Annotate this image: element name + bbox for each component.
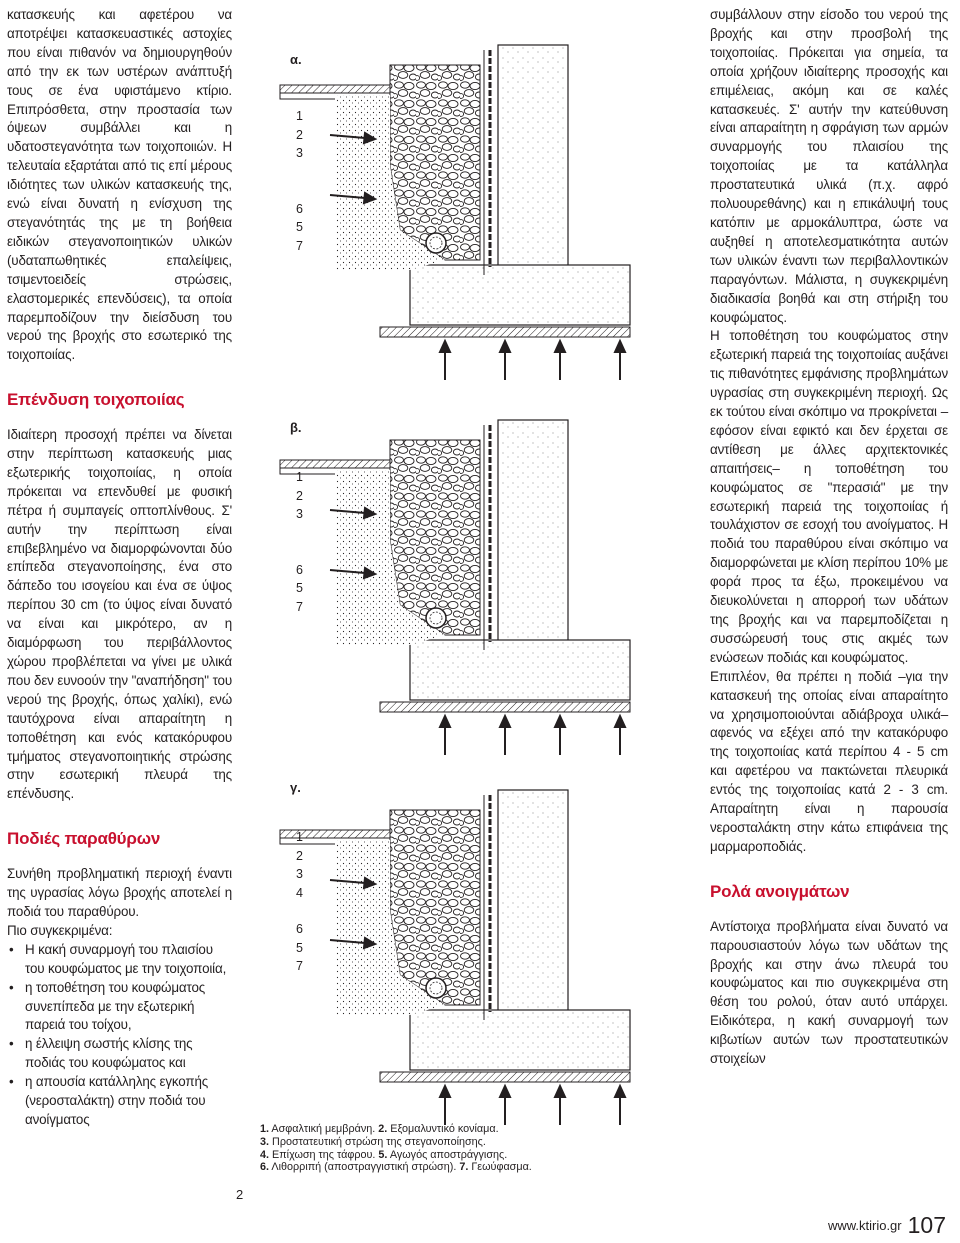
site-url[interactable]: www.ktirio.gr: [827, 1218, 902, 1233]
panel-b-drawing: [280, 420, 630, 755]
figure-page-number: 2: [236, 1187, 244, 1202]
right-paragraph-3: Επιπλέον, θα πρέπει η ποδιά –για την κατασκευή της οποίας είναι απαραίτητο να χρησιμοποιούνται αδιάβροχα υλικά– αφενός να εξέχει από την κατακόρυφο της τοιχοποιίας κατά περίπου 4 - 5 cm και αφετέρου να πακτώνεται πλευρικά εντός της τοιχοποιίας κατά 2 - 3 cm. Απαραίτητη είναι η παρουσία νεροσταλάκτη στην κάτω επιφάνεια της μαρμαροποδιάς.: [710, 668, 948, 854]
shutters-paragraph: Αντίστοιχα προβλήματα είναι δυνατό να παρουσιαστούν λόγω των υδάτων της βροχής και στην άνω πλευρά του κουφώματος και πιο συγκεκριμένα στη θέση του ρολού, όταν αυτό υπάρχει. Ειδικότερα, η κακή συναρμογή των κιβωτίων αυτών των προστατευτικών στοιχείων: [710, 918, 948, 1067]
sills-paragraph-2: Πιο συγκεκριμένα:: [7, 922, 113, 938]
panel-c-label: γ.: [290, 780, 301, 795]
foundation-section-drawings: [240, 0, 705, 1243]
sills-bullet-list: [7, 941, 232, 1130]
panel-b-label: β.: [290, 420, 302, 435]
panel-a-drawing: [280, 45, 630, 380]
left-column: [7, 6, 232, 1130]
cladding-paragraph: Ιδιαίτερη προσοχή πρέπει να δίνεται στην περίπτωση κατασκευής μιας εξωτερικής τοιχοποιίας, η οποία πρόκειται να επενδυθεί με φυσική πέτρα ή συμπαγείς οπτοπλίνθους. Σ' αυτήν την περίπτωση είναι επιβεβλημένο να διαμορφώνονται δύο επίπεδα στεγανοποίησης, ένα στο δάπεδο του ισογείου και ένα σε ύψος περίπου 30 cm (το ύψος είναι δυνατό να είναι και μικρότερο, αν η διαμόρφωση του περιβάλλοντος χώρου προβλέπεται να γίνει με υλικά που δεν ευνοούν την "αναπήδηση" του νερού της βροχής, όπως χαλίκι), ενώ ταυτόχρονα είναι απαραίτητη η τοποθέτηση και ενός κατακόρυφου τμήματος στεγανοποιητικής στρώσης στην εσωτερική πλευρά της επένδυσης.: [7, 427, 232, 802]
figure-caption: 1. Ασφαλτική μεμβράνη. 2. Εξομαλυντικό κονίαμα. 3. Προστατευτική στρώση της στεγανοποίησης. 4. Επίχωση της τάφρου. 5. Αγωγός αποστράγγισης. 6. Λιθορριπή (αποστραγγιστική στρώση). 7. Γεωύφασμα.: [260, 1123, 532, 1174]
panel-c-numbers: 1 2 3 4 6 5 7: [296, 830, 303, 973]
heading-cladding: Επένδυση τοιχοποιίας: [7, 390, 185, 410]
panel-b-numbers: 1 2 3 6 5 7: [296, 470, 303, 614]
intro-paragraph: κατασκευής και αφετέρου να αποτρέψει κατασκευαστικές αστοχίες που είναι πιθανόν να δημιουργηθούν από την εκ των υστέρων ανάπτυξή τους σε ένα υφιστάμενο κτίριο. Επιπρόσθετα, στην προστασία των όψεων συμβάλλει και η υδατοστεγανότητα των τοιχοποιιών. Η τελευταία εξαρτάται από τις επί μέρους ιδιότητες των υλικών κατασκευής της, ενώ είναι δυνατή η ενίσχυση της στεγανότητάς της με τη βοήθεια ειδικών στεγανοποιητικών υλικών (υδαταπωθητικές επαλείψεις, τσιμεντοειδείς στρώσεις, ελαστομερικές επενδύσεις), τα οποία παρεμποδίζουν την διείσδυση του νερού της βροχής στο εσωτερικό της τοιχοποιίας.: [7, 7, 232, 363]
page-number: 107: [907, 1212, 946, 1238]
heading-shutters: Ρολά ανοιγμάτων: [710, 881, 850, 901]
right-paragraph-2: Η τοποθέτηση του κουφώματος στην εξωτερική παρειά της τοιχοποιίας αυξάνει τις πιθανότητες εμφάνισης προβλημάτων υγρασίας στη συγκεκριμένη περιοχή. Ως εκ τούτου είναι σκόπιμο να προκρίνεται –εφόσον είναι εφικτό και δεν έρχεται σε αντίθεση με άλλες αρχιτεκτονικές απαιτήσεις– η τοποθέτηση του κουφώματος σε "περασιά" με την εσωτερική παρειά της τοιχοποιίας ή τουλάχιστον σε εσοχή του ανοίγματος. Η ποδιά του παραθύρου είναι σκόπιμο να διαμορφώνεται με κλίση περίπου 10% με φορά προς τα έξω, προκειμένου να διευκολύνεται η απορροή των υδάτων της βροχής και να παρεμποδίζεται η συσσώρευσή τους στις ακμές των ενώσεων ποδιάς και κουφώματος.: [710, 328, 948, 665]
sills-paragraph-1: Συνήθη προβληματική περιοχή έναντι της υγρασίας λόγω βροχής αποτελεί η ποδιά του παραθύρου.: [7, 866, 232, 919]
panel-a-label: α.: [290, 52, 302, 67]
page-footer: [828, 1212, 946, 1239]
bullet-item: • η απουσία κατάλληλης εγκοπής (νεροσταλάκτη) στην ποδιά του ανοίγματος: [7, 1073, 232, 1130]
heading-sills: Ποδιές παραθύρων: [7, 829, 161, 849]
waterproofing-figure: [240, 0, 705, 1243]
right-paragraph-1: συμβάλλουν στην είσοδο του νερού της βροχής και στην προσβολή της τοιχοποιίας. Πρόκειται για σημεία, τα οποία χρήζουν ιδιαίτερης προσοχής και επιμέλειας, ακόμη και σε καλές κατασκευές. Σ' αυτήν την κατεύθυνση είναι απαραίτητη η σφράγιση των αρμών συναρμογής του πλαισίου της τοιχοποιίας με τα κατάλληλα προστατευτικά υλικά (π.χ. αφρό πολυουρεθάνης) και η επικάλυψή τους κατόπιν με αρμοκάλυπτρα, ώστε να αυξηθεί η αποτελεσματικότητα αυτών των υλικών έναντι των περιβαλλοντικών παραγόντων. Μάλιστα, η συγκεκριμένη διαδικασία βοηθά και στη στήριξη του κουφώματος.: [710, 7, 948, 325]
panel-a-numbers: 1 2 3 6 5 7: [296, 109, 303, 253]
panel-c-drawing: [280, 790, 630, 1125]
bullet-item: • Η κακή συναρμογή του πλαισίου του κουφώματος με την τοιχοποιία,: [7, 941, 232, 979]
bullet-item: • η τοποθέτηση του κουφώματος συνεπίπεδα με την εξωτερική παρειά του τοίχου,: [7, 979, 232, 1036]
bullet-item: • η έλλειψη σωστής κλίσης της ποδιάς του κουφώματος και: [7, 1035, 232, 1073]
right-column: [710, 6, 948, 1069]
